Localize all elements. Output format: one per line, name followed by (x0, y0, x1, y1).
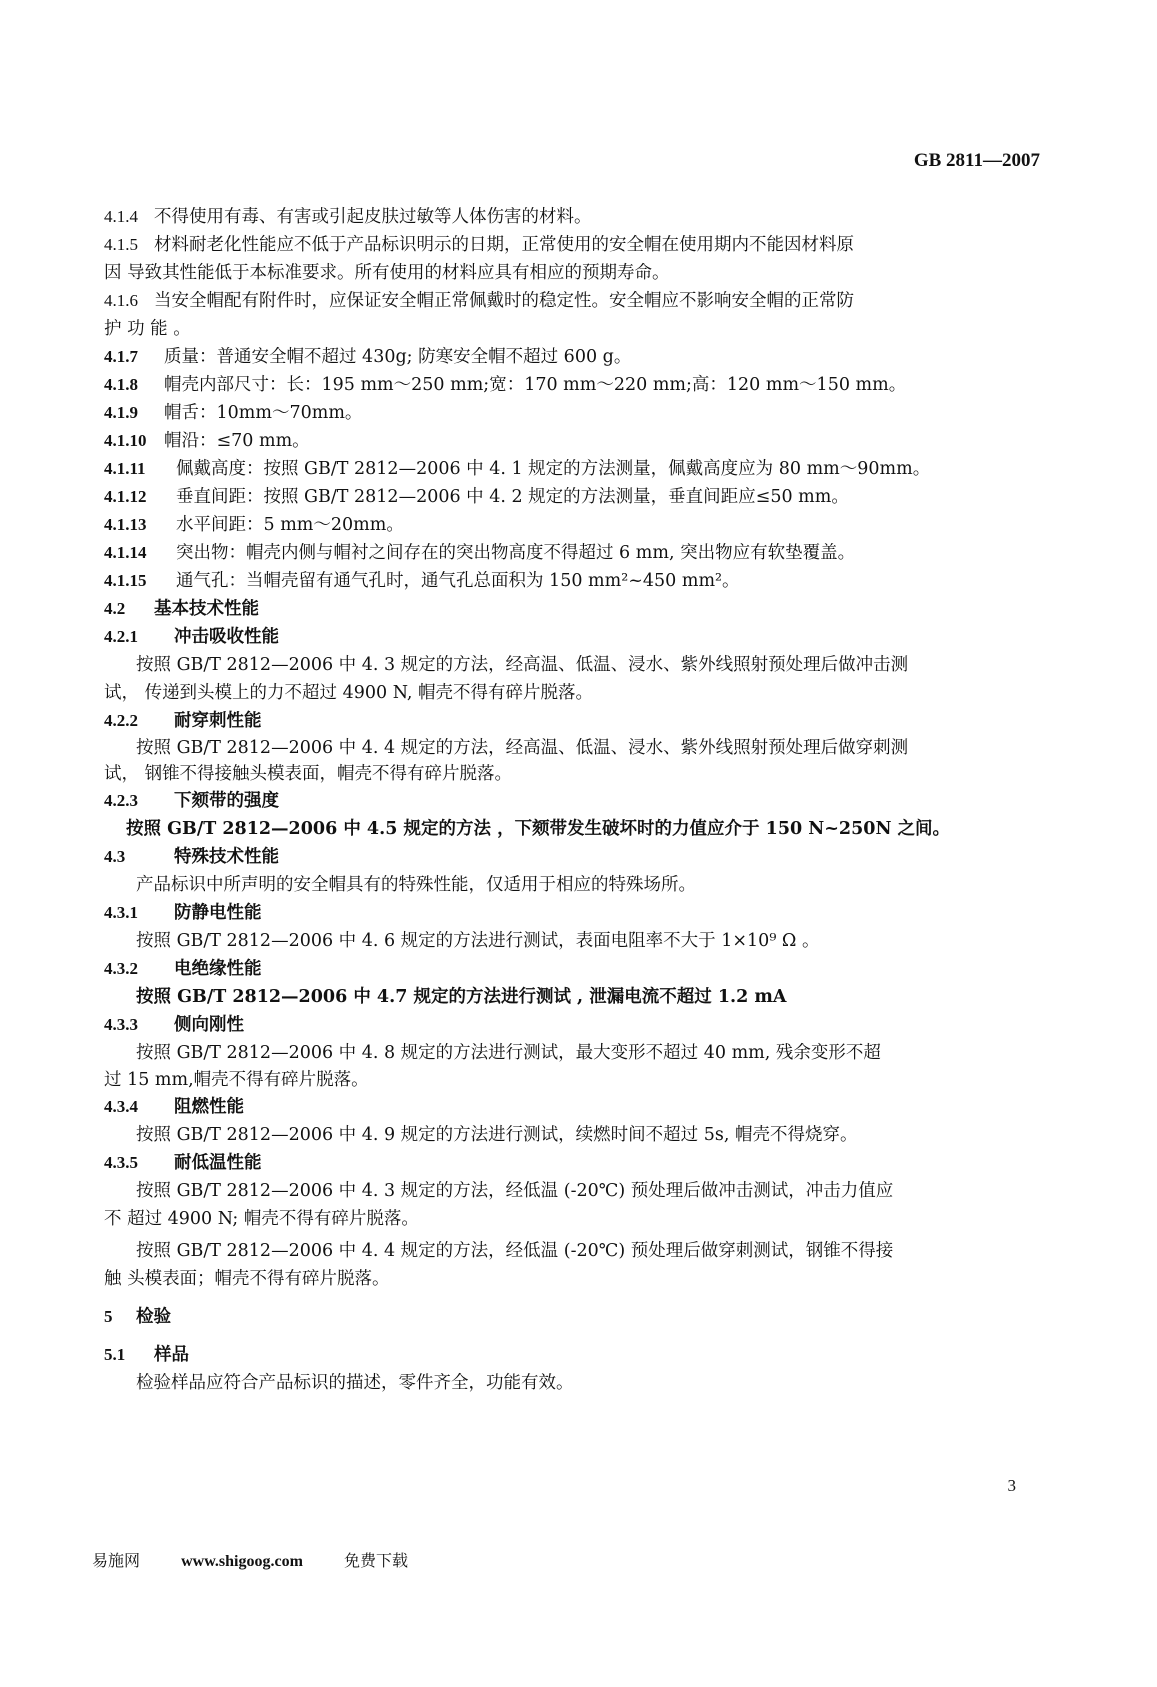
paragraph-4-3: 产品标识中所声明的安全帽具有的特殊性能，仅适用于相应的特殊场所。 (136, 875, 696, 895)
clause-text: 质量：普通安全帽不超过 430g; 防寒安全帽不超过 600 g。 (164, 347, 632, 367)
section-title: 耐低温性能 (174, 1153, 262, 1173)
page-number: 3 (1007, 1476, 1016, 1495)
section-number: 4.2 (104, 599, 126, 618)
clause-4-1-5-cont: 因 导致其性能低于本标准要求。所有使用的材料应具有相应的预期寿命。 (104, 263, 670, 283)
section-title: 冲击吸收性能 (174, 627, 279, 647)
clause-text: 佩戴高度：按照 GB/T 2812—2006 中 4. 1 规定的方法测量，佩戴高度应为 80 mm～90mm。 (176, 459, 931, 479)
paragraph-4-3-3: 按照 GB/T 2812—2006 中 4. 8 规定的方法进行测试，最大变形不超过 40 mm, 残余变形不超 (136, 1043, 881, 1063)
clause-4-1-15 (104, 567, 1046, 595)
section-number: 4.3.3 (104, 1015, 138, 1034)
section-4-3-3-heading (104, 1011, 1046, 1039)
clause-4-1-12 (104, 483, 1046, 511)
paragraph-4-3-3-cont: 过 15 mm,帽壳不得有碎片脱落。 (104, 1070, 369, 1090)
standard-code: GB 2811—2007 (913, 150, 1040, 171)
paragraph-4-3-5-b: 按照 GB/T 2812—2006 中 4. 4 规定的方法，经低温 (-20℃) 预处理后做穿刺测试，钢锥不得接 (136, 1241, 894, 1261)
section-number: 5.1 (104, 1345, 126, 1364)
section-title: 侧向刚性 (174, 1015, 244, 1035)
section-4-3-2-heading (104, 955, 1046, 983)
footer-note: 免费下载 (343, 1551, 408, 1570)
section-number: 4.3.2 (104, 959, 138, 978)
paragraph-4-3-5-b-cont: 触 头模表面；帽壳不得有碎片脱落。 (104, 1269, 390, 1289)
paragraph-4-2-2: 按照 GB/T 2812—2006 中 4. 4 规定的方法，经高温、低温、浸水、紫外线照射预处理后做穿刺测 (136, 738, 909, 758)
section-title: 耐穿刺性能 (174, 711, 262, 731)
paragraph-4-2-2-cont: 试， 钢锥不得接触头模表面，帽壳不得有碎片脱落。 (104, 764, 513, 784)
clause-number: 4.1.7 (104, 347, 138, 366)
clause-number: 4.1.15 (104, 571, 147, 590)
clause-number: 4.1.14 (104, 543, 147, 562)
clause-number: 4.1.13 (104, 515, 147, 534)
clause-4-1-9 (104, 399, 1046, 427)
section-4-2-1-heading (104, 623, 1046, 651)
paragraph-5-1: 检验样品应符合产品标识的描述，零件齐全，功能有效。 (136, 1373, 574, 1393)
clause-4-1-8 (104, 371, 1046, 399)
chapter-5-heading (104, 1303, 1046, 1331)
clause-number: 4.1.12 (104, 487, 147, 506)
clause-4-1-11 (104, 455, 1046, 483)
clause-4-1-14 (104, 539, 1046, 567)
clause-4-1-7 (104, 343, 1046, 371)
clause-number: 4.1.9 (104, 403, 138, 422)
clause-text: 帽沿：≤70 mm。 (164, 431, 310, 451)
clause-number: 4.1.11 (104, 459, 146, 478)
clause-4-1-4 (104, 203, 1046, 231)
section-number: 4.2.1 (104, 627, 138, 646)
clause-number: 4.1.5 (104, 235, 138, 254)
section-title: 电绝缘性能 (174, 959, 262, 979)
section-title: 下颏带的强度 (174, 791, 279, 811)
section-number: 4.2.2 (104, 711, 138, 730)
footer (92, 1548, 444, 1571)
clause-text: 水平间距：5 mm～20mm。 (176, 515, 404, 535)
paragraph-4-3-4: 按照 GB/T 2812—2006 中 4. 9 规定的方法进行测试，续燃时间不超过 5s, 帽壳不得烧穿。 (136, 1125, 858, 1145)
section-4-2-2-heading (104, 707, 1046, 735)
footer-site-name: 易施网 (92, 1551, 141, 1570)
clause-4-1-6-cont: 护 功 能 。 (104, 319, 191, 339)
clause-text: 突出物：帽壳内侧与帽衬之间存在的突出物高度不得超过 6 mm, 突出物应有软垫覆盖。 (176, 543, 856, 563)
clause-text: 不得使用有毒、有害或引起皮肤过敏等人体伤害的材料。 (154, 207, 592, 227)
section-title: 样品 (154, 1345, 189, 1365)
clause-4-1-13 (104, 511, 1046, 539)
chapter-number: 5 (104, 1307, 113, 1326)
section-title: 基本技术性能 (154, 599, 259, 619)
paragraph-4-3-5-a-cont: 不 超过 4900 N; 帽壳不得有碎片脱落。 (104, 1209, 419, 1229)
section-number: 4.3 (104, 847, 126, 866)
section-4-3-1-heading (104, 899, 1046, 927)
section-number: 4.3.1 (104, 903, 138, 922)
section-number: 4.2.3 (104, 791, 138, 810)
clause-text: 垂直间距：按照 GB/T 2812—2006 中 4. 2 规定的方法测量，垂直间距应≤50 mm。 (176, 487, 849, 507)
section-4-3-heading (104, 843, 1046, 871)
paragraph-4-2-3: 按照 GB/T 2812—2006 中 4.5 规定的方法 ，下颏带发生破坏时的力值应介于 150 N~250N 之间。 (126, 819, 951, 839)
clause-number: 4.1.4 (104, 207, 138, 226)
clause-number: 4.1.6 (104, 291, 138, 310)
clause-text: 当安全帽配有附件时，应保证安全帽正常佩戴时的稳定性。安全帽应不影响安全帽的正常防 (154, 291, 854, 311)
document-body (104, 203, 1046, 1397)
section-4-3-4-heading (104, 1093, 1046, 1121)
chapter-title: 检验 (136, 1307, 171, 1327)
clause-text: 帽舌：10mm～70mm。 (164, 403, 363, 423)
paragraph-4-2-1: 按照 GB/T 2812—2006 中 4. 3 规定的方法，经高温、低温、浸水、紫外线照射预处理后做冲击测 (136, 655, 909, 675)
section-number: 4.3.4 (104, 1097, 138, 1116)
footer-url[interactable]: www.shigoog.com (181, 1553, 303, 1570)
section-5-1-heading (104, 1341, 1046, 1369)
section-4-2-3-heading (104, 787, 1046, 815)
section-title: 阻燃性能 (174, 1097, 244, 1117)
section-title: 特殊技术性能 (174, 847, 279, 867)
clause-4-1-10 (104, 427, 1046, 455)
clause-text: 通气孔：当帽壳留有通气孔时，通气孔总面积为 150 mm²~450 mm²。 (176, 571, 740, 591)
paragraph-4-3-5-a: 按照 GB/T 2812—2006 中 4. 3 规定的方法，经低温 (-20℃) 预处理后做冲击测试，冲击力值应 (136, 1181, 894, 1201)
paragraph-4-3-1: 按照 GB/T 2812—2006 中 4. 6 规定的方法进行测试，表面电阻率不大于 1×10⁹ Ω 。 (136, 931, 820, 951)
paragraph-4-3-2: 按照 GB/T 2812—2006 中 4.7 规定的方法进行测试 , 泄漏电流不超过 1.2 mA (136, 987, 787, 1007)
clause-4-1-6 (104, 287, 1046, 315)
clause-4-1-5 (104, 231, 1046, 259)
section-4-2-heading (104, 595, 1046, 623)
section-title: 防静电性能 (174, 903, 262, 923)
paragraph-4-2-1-cont: 试， 传递到头模上的力不超过 4900 N, 帽壳不得有碎片脱落。 (104, 683, 594, 703)
section-4-3-5-heading (104, 1149, 1046, 1177)
clause-text: 材料耐老化性能应不低于产品标识明示的日期，正常使用的安全帽在使用期内不能因材料原 (154, 235, 854, 255)
clause-text: 帽壳内部尺寸：长：195 mm～250 mm;宽：170 mm～220 mm;高：120 mm～150 mm。 (164, 375, 907, 395)
clause-number: 4.1.10 (104, 431, 147, 450)
clause-number: 4.1.8 (104, 375, 138, 394)
section-number: 4.3.5 (104, 1153, 138, 1172)
